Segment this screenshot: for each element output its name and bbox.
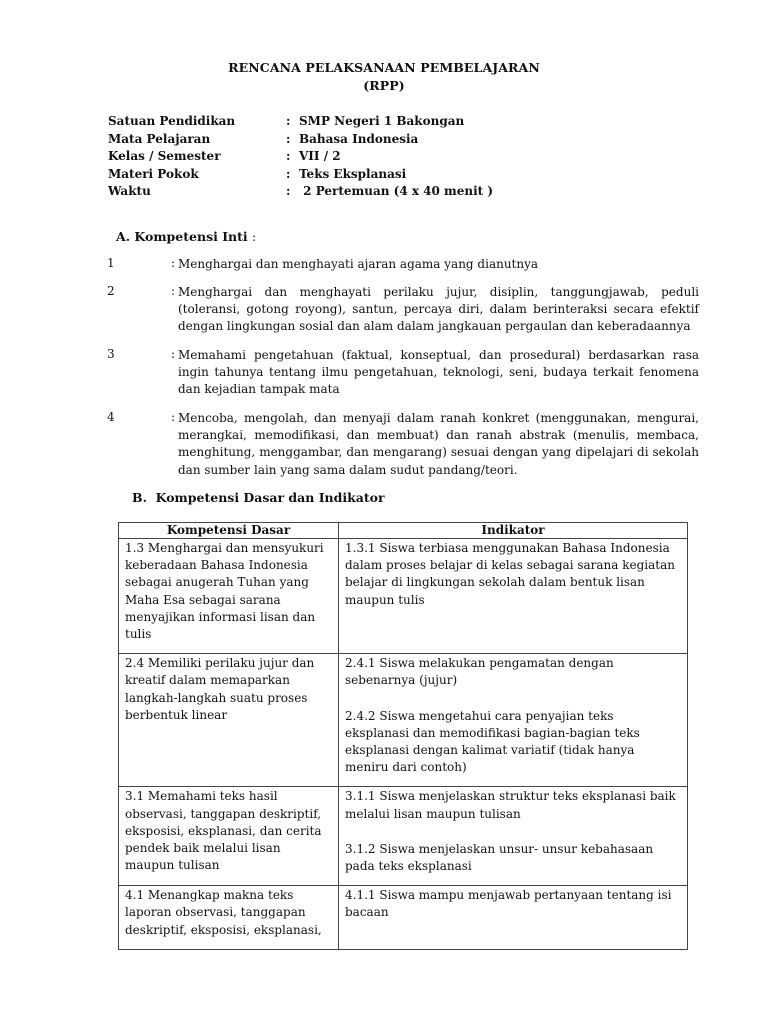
ki-text: Menghargai dan menghayati ajaran agama yang dianutnya <box>178 257 539 271</box>
section-b-heading: B. Kompetensi Dasar dan Indikator <box>132 490 385 505</box>
identity-label: Satuan Pendidikan <box>108 114 236 128</box>
indikator-text: 2.4.1 Siswa melakukan pengamatan dengan sebenarnya (jujur) <box>345 656 614 688</box>
ki-item <box>107 256 699 273</box>
ki-number: 1 <box>107 256 115 270</box>
identity-row <box>108 149 708 167</box>
identity-value: 2 Pertemuan (4 x 40 menit ) <box>299 184 494 198</box>
identity-label: Materi Pokok <box>108 166 199 181</box>
ki-text: Menghargai dan menghayati perilaku jujur, disiplin, tanggungjawab, peduli (toleransi, gotong royong), santun, percaya diri, dalam berinteraksi secara efektif dengan lingkungan sosial dan alam dalam jangkauan pergaulan dan keberadaannya <box>178 285 699 334</box>
identity-row <box>108 167 708 185</box>
identity-value: Teks Eksplanasi <box>299 166 407 181</box>
kd-cell: 3.1 Memahami teks hasil observasi, tanggapan deskriptif, eksposisi, eksplanasi, dan cerita pendek baik melalui lisan maupun tulisan <box>119 787 339 886</box>
document-title: RENCANA PELAKSANAAN PEMBELAJARAN <box>228 60 540 75</box>
kd-cell: 2.4 Memiliki perilaku jujur dan kreatif dalam memaparkan langkah-langkah suatu proses berbentuk linear <box>119 654 339 787</box>
identity-label: Waktu <box>108 184 151 198</box>
indikator-cell <box>339 886 688 950</box>
identity-label: Kelas / Semester <box>108 149 221 163</box>
identity-value: VII / 2 <box>299 149 341 163</box>
indikator-text: 4.1.1 Siswa mampu menjawab pertanyaan tentang isi bacaan <box>345 888 672 920</box>
identity-block <box>108 114 708 202</box>
ki-text: Memahami pengetahuan (faktual, konseptual, dan prosedural) berdasarkan rasa ingin tahunya tentang ilmu pengetahuan, teknologi, seni, budaya terkait fenomena dan kejadian tampak mata <box>178 348 699 397</box>
indikator-cell <box>339 654 688 787</box>
section-a-title: A. Kompetensi Inti <box>116 229 248 244</box>
identity-label: Mata Pelajaran <box>108 131 211 146</box>
document-subtitle: (RPP) <box>363 78 405 93</box>
table-row <box>119 787 688 886</box>
indikator-text: 3.1.1 Siswa menjelaskan struktur teks eksplanasi baik melalui lisan maupun tulisan <box>345 789 676 821</box>
identity-row <box>108 184 708 202</box>
identity-row <box>108 132 708 150</box>
identity-row <box>108 114 708 132</box>
indikator-cell <box>339 539 688 654</box>
competency-table <box>118 522 688 950</box>
header-indikator: Indikator <box>339 523 688 539</box>
ki-number: 3 <box>107 347 115 361</box>
identity-colon: : <box>286 166 291 181</box>
table-header-row <box>119 523 688 539</box>
table-row <box>119 654 688 787</box>
ki-text: Mencoba, mengolah, dan menyaji dalam ranah konkret (menggunakan, mengurai, merangkai, memodifikasi, dan membuat) dan ranah abstrak (menulis, membaca, menghitung, menggambar, dan mengarang) sesuai dengan yang dipelajari di sekolah dan sumber lain yang sama dalam sudut pandang/teori. <box>178 411 699 477</box>
identity-colon: : <box>286 114 291 128</box>
indikator-text: 3.1.2 Siswa menjelaskan unsur- unsur kebahasaan pada teks eksplanasi <box>345 841 654 874</box>
ki-colon: : <box>171 256 176 270</box>
section-a-colon: : <box>252 229 257 244</box>
ki-colon: : <box>171 410 176 424</box>
header-kompetensi-dasar: Kompetensi Dasar <box>119 523 339 539</box>
identity-colon: : <box>286 131 291 146</box>
ki-number: 4 <box>107 410 115 424</box>
indikator-cell <box>339 787 688 886</box>
ki-colon: : <box>171 347 176 361</box>
ki-number: 2 <box>107 284 115 298</box>
ki-colon: : <box>171 284 176 298</box>
indikator-text: 1.3.1 Siswa terbiasa menggunakan Bahasa Indonesia dalam proses belajar di kelas sebagai sarana kegiatan belajar di lingkungan sekolah dalam bentuk lisan maupun tulis <box>345 541 676 607</box>
identity-value: SMP Negeri 1 Bakongan <box>299 114 465 128</box>
table-row <box>119 886 688 950</box>
indikator-text: 2.4.2 Siswa mengetahui cara penyajian teks eksplanasi dan memodifikasi bagian-bagian teks eksplanasi dengan kalimat variatif (tidak hanya meniru dari contoh) <box>345 708 640 775</box>
ki-item <box>107 284 699 336</box>
identity-colon: : <box>286 184 291 198</box>
ki-item <box>107 410 699 479</box>
identity-colon: : <box>286 149 291 163</box>
kd-cell: 4.1 Menangkap makna teks laporan observasi, tanggapan deskriptif, eksposisi, eksplanasi, <box>119 886 339 950</box>
table-row <box>119 539 688 654</box>
identity-value: Bahasa Indonesia <box>299 131 419 146</box>
ki-item <box>107 347 699 399</box>
kd-cell: 1.3 Menghargai dan mensyukuri keberadaan Bahasa Indonesia sebagai anugerah Tuhan yang Maha Esa sebagai sarana menyajikan informasi lisan dan tulis <box>119 539 339 654</box>
section-a-heading <box>116 229 256 244</box>
